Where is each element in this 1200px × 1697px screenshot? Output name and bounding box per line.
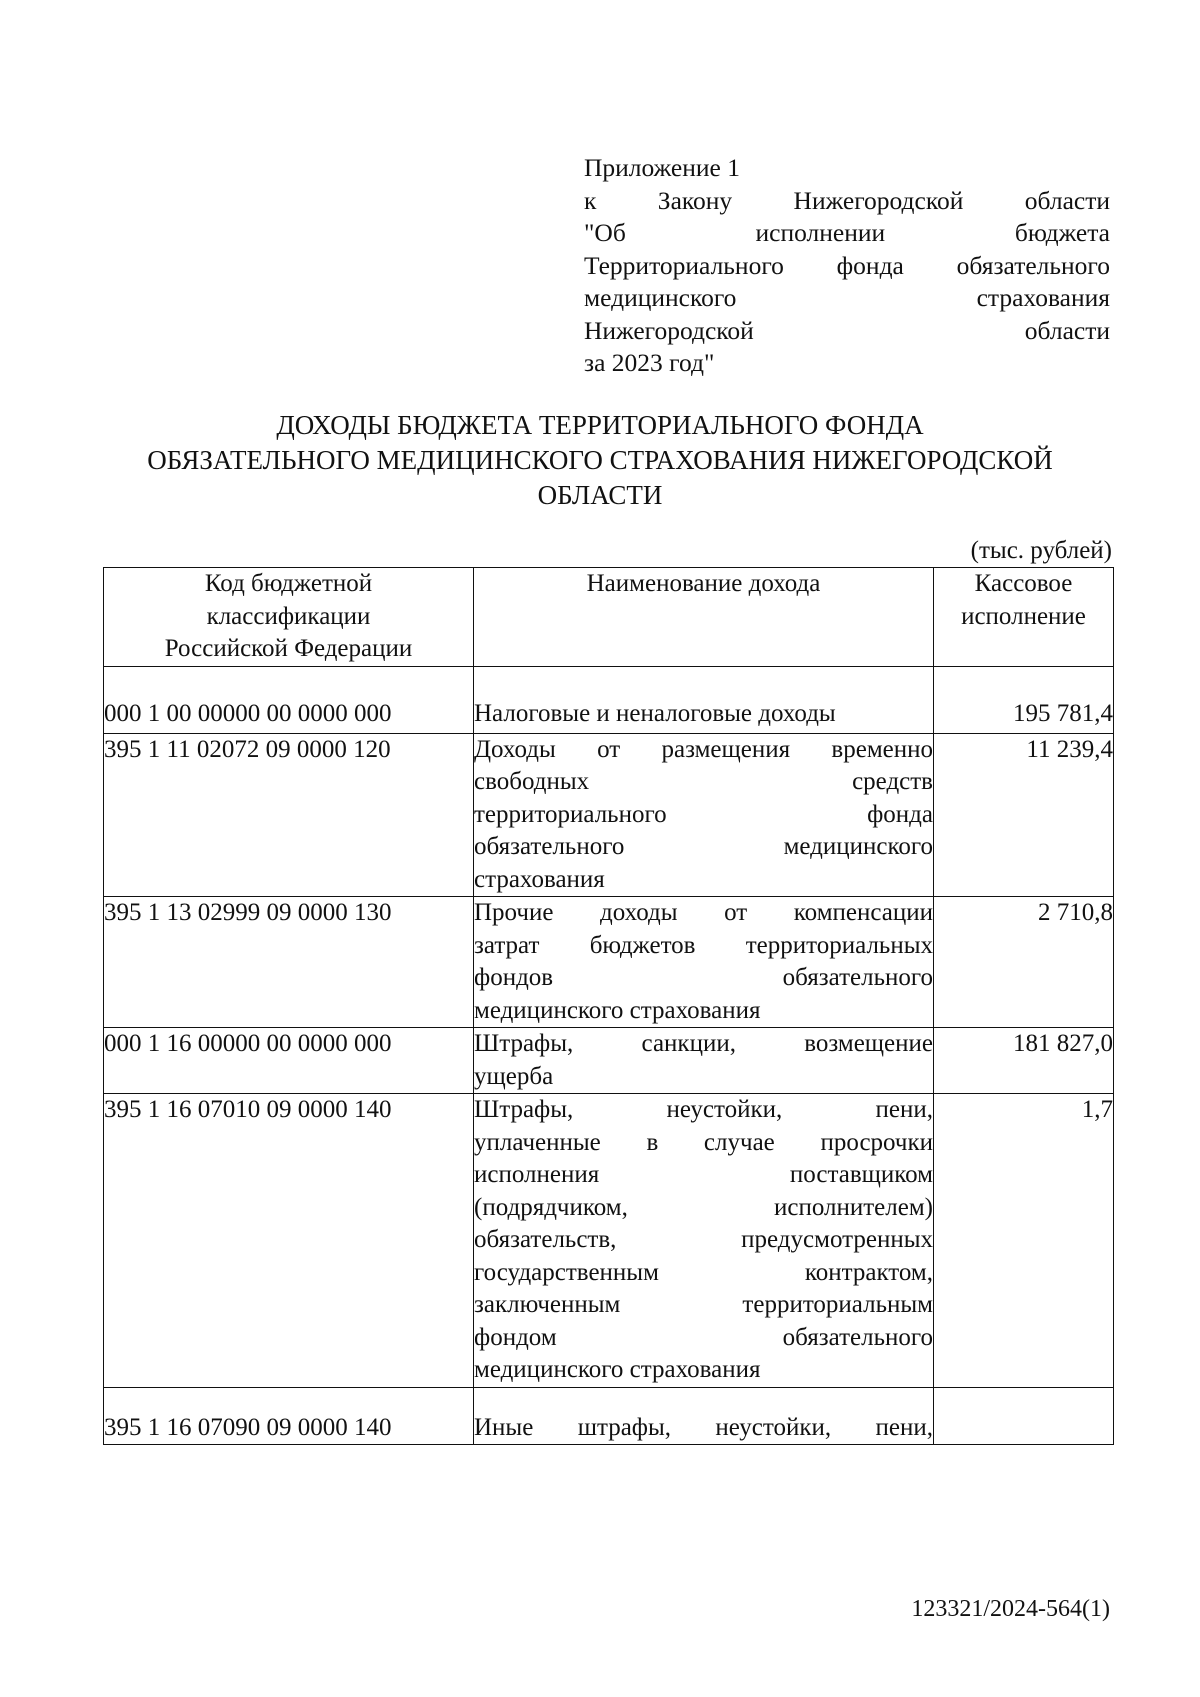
appendix-line: за 2023 год"	[584, 348, 715, 377]
row-name-line: фондом обязательного	[474, 1323, 933, 1351]
row-name-line: страхования	[474, 865, 605, 893]
table-row	[104, 1028, 1114, 1094]
table-row	[104, 1094, 1114, 1388]
header-code-line: классификации	[206, 602, 371, 630]
row-name	[474, 666, 934, 733]
row-name-line: медицинского страхования	[474, 1356, 761, 1383]
row-name-line: медицинского страхования	[474, 996, 761, 1024]
appendix-line: Приложение 1	[584, 153, 740, 182]
row-name-line: фондов обязательного	[474, 964, 933, 991]
row-name-line: Прочие доходы от компенсации	[474, 899, 933, 926]
row-name-line: Штрафы, неустойки, пени,	[474, 1096, 933, 1123]
row-name-line: исполнения поставщиком	[474, 1161, 933, 1188]
row-name	[474, 1094, 934, 1388]
table-row	[104, 733, 1114, 897]
row-name-line: (подрядчиком, исполнителем)	[474, 1193, 933, 1221]
row-name-line: уплаченные в случае просрочки	[474, 1128, 933, 1156]
row-name-line: Иные штрафы, неустойки, пени,	[474, 1413, 933, 1441]
header-code	[104, 568, 474, 667]
row-name	[474, 1028, 934, 1094]
row-code: 000 1 00 00000 00 0000 000	[104, 666, 474, 733]
row-name-line: Налоговые и неналоговые доходы	[474, 700, 836, 727]
header-amount-line: исполнение	[961, 602, 1086, 630]
row-code: 395 1 16 07090 09 0000 140	[104, 1387, 474, 1445]
header-amount-line: Кассовое	[974, 570, 1073, 597]
appendix-line: "Об исполнении бюджета	[584, 218, 1110, 247]
row-code: 000 1 16 00000 00 0000 000	[104, 1028, 474, 1094]
appendix-block	[584, 152, 1110, 380]
table-row	[104, 666, 1114, 733]
row-name	[474, 1387, 934, 1445]
appendix-line: к Закону Нижегородской области	[584, 185, 1110, 215]
header-name-line: Наименование дохода	[586, 570, 821, 597]
row-name-line: заключенным территориальным	[474, 1291, 933, 1318]
row-amount: 11 239,4	[934, 733, 1114, 897]
row-name-line: Доходы от размещения временно	[474, 735, 933, 763]
row-name	[474, 897, 934, 1028]
row-amount	[934, 1387, 1114, 1445]
table-row	[104, 1387, 1114, 1445]
row-name-line: территориального фонда	[474, 800, 933, 828]
appendix-line: Территориального фонда обязательного	[584, 250, 1110, 280]
row-amount: 195 781,4	[934, 666, 1114, 733]
document-number: 123321/2024-564(1)	[911, 1596, 1110, 1622]
row-name-line: свободных средств	[474, 768, 933, 795]
units-label: (тыс. рублей)	[970, 537, 1112, 564]
row-code: 395 1 11 02072 09 0000 120	[104, 733, 474, 897]
appendix-line: Нижегородской области	[584, 315, 1110, 345]
header-code-line: Код бюджетной	[204, 570, 373, 597]
row-amount: 2 710,8	[934, 897, 1114, 1028]
appendix-line: медицинского страхования	[584, 283, 1110, 312]
row-amount: 181 827,0	[934, 1028, 1114, 1094]
row-name-line: государственным контрактом,	[474, 1258, 933, 1286]
row-name-line: ущерба	[474, 1062, 554, 1090]
row-code: 395 1 16 07010 09 0000 140	[104, 1094, 474, 1388]
title-line: ОБЯЗАТЕЛЬНОГО МЕДИЦИНСКОГО СТРАХОВАНИЯ НИЖЕГОРОДСКОЙ	[147, 445, 1053, 475]
table-header-row	[104, 568, 1114, 667]
header-code-line: Российской Федерации	[164, 635, 413, 662]
row-name-line: Штрафы, санкции, возмещение	[474, 1030, 933, 1057]
title-line: ДОХОДЫ БЮДЖЕТА ТЕРРИТОРИАЛЬНОГО ФОНДА	[276, 410, 924, 440]
title-line: ОБЛАСТИ	[537, 480, 663, 510]
row-name	[474, 733, 934, 897]
header-amount	[934, 568, 1114, 667]
document-title	[100, 408, 1100, 513]
row-code: 395 1 13 02999 09 0000 130	[104, 897, 474, 1028]
row-amount: 1,7	[934, 1094, 1114, 1388]
row-name-line: затрат бюджетов территориальных	[474, 931, 933, 959]
income-table	[103, 567, 1114, 1445]
table-row	[104, 897, 1114, 1028]
header-name	[474, 568, 934, 667]
row-name-line: обязательств, предусмотренных	[474, 1226, 933, 1253]
row-name-line: обязательного медицинского	[474, 833, 933, 860]
